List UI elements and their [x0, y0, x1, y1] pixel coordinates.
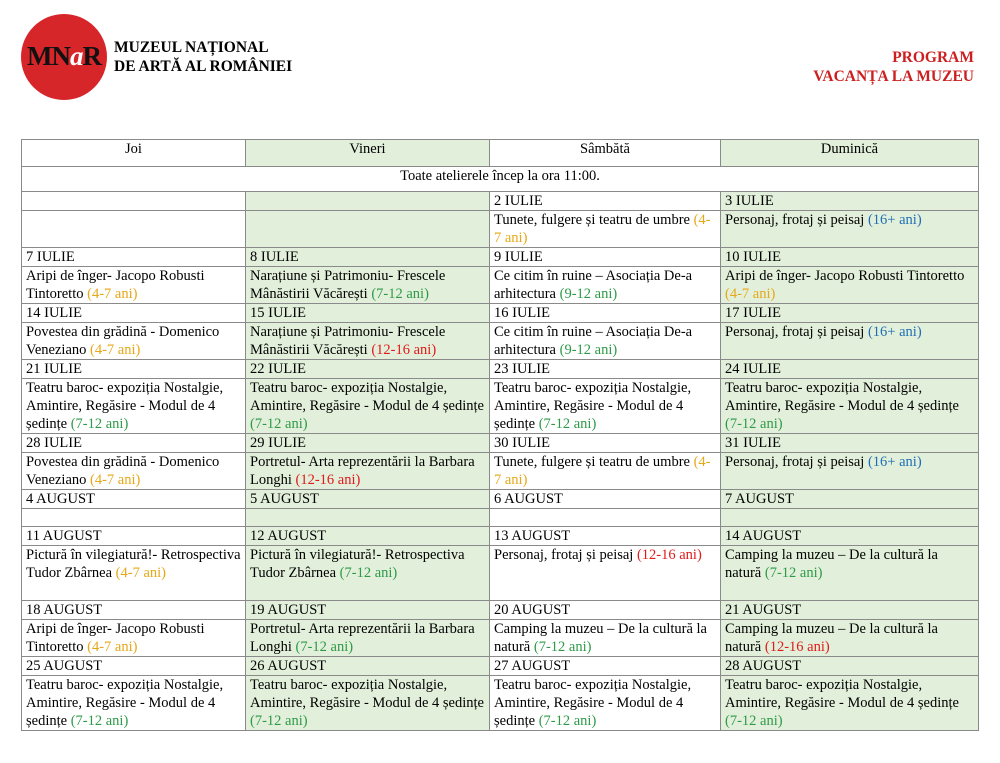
activity-title: Teatru baroc- expoziția Nostalgie, Amintire, Regăsire - Modul de 4 ședințe — [26, 677, 224, 729]
date-cell: 14 IULIE — [22, 304, 246, 323]
age-group-label: (16+ ani) — [867, 212, 922, 228]
museum-logo — [21, 14, 107, 100]
date-cell: 30 IULIE — [490, 434, 721, 453]
activity-cell — [490, 211, 721, 248]
activity-cell — [490, 453, 721, 490]
activity-cell — [22, 546, 246, 601]
activity-cell — [246, 546, 490, 601]
activity-title: Pictură în vilegiatură!- Retrospectiva Tudor Zbârnea — [26, 547, 241, 581]
activity-title: Pictură în vilegiatură!- Retrospectiva Tudor Zbârnea — [250, 547, 465, 581]
activity-cell — [22, 453, 246, 490]
activity-title: Portretul- Arta reprezentării la Barbara Longhi — [250, 454, 475, 488]
age-group-label: (7-12 ani) — [725, 713, 783, 729]
date-cell: 11 AUGUST — [22, 527, 246, 546]
activity-row — [22, 323, 979, 360]
activity-title: Aripi de înger- Jacopo Robusti Tintoretto — [725, 268, 965, 284]
date-cell: 9 IULIE — [490, 248, 721, 267]
day-header-row — [22, 140, 979, 167]
activity-title: Camping la muzeu – De la cultură la natură — [494, 621, 707, 655]
activity-cell — [246, 676, 490, 731]
date-row — [22, 657, 979, 676]
activity-title: Aripi de înger- Jacopo Robusti Tintoretto — [26, 268, 205, 302]
age-group-label: (4-7 ani) — [494, 212, 711, 246]
activity-title: Tunete, fulgere și teatru de umbre — [494, 212, 694, 228]
date-row — [22, 360, 979, 379]
activity-row — [22, 620, 979, 657]
activity-row — [22, 676, 979, 731]
activity-row — [22, 211, 979, 248]
logo-mark: MNaR — [27, 41, 101, 71]
activity-cell — [490, 323, 721, 360]
activity-cell — [490, 509, 721, 527]
age-group-label: (7-12 ani) — [250, 416, 308, 432]
date-row — [22, 490, 979, 509]
age-group-label: (16+ ani) — [867, 454, 922, 470]
date-cell: 5 AUGUST — [246, 490, 490, 509]
activity-cell — [22, 509, 246, 527]
date-cell: 31 IULIE — [721, 434, 979, 453]
activity-cell — [246, 323, 490, 360]
date-cell: 12 AUGUST — [246, 527, 490, 546]
museum-name-line1: MUZEUL NAȚIONAL — [114, 39, 269, 56]
age-group-label: (4-7 ani) — [90, 472, 141, 488]
activity-title: Teatru baroc- expoziția Nostalgie, Amintire, Regăsire - Modul de 4 ședințe — [26, 380, 224, 432]
activity-cell — [721, 211, 979, 248]
age-group-label: (7-12 ani) — [295, 639, 354, 655]
date-cell: 15 IULIE — [246, 304, 490, 323]
date-cell: 3 IULIE — [721, 192, 979, 211]
age-group-label: (4-7 ani) — [494, 454, 711, 488]
activity-title: Ce citim în ruine – Asociația De-a arhitectura — [494, 324, 693, 358]
activity-cell — [721, 379, 979, 434]
activity-row — [22, 453, 979, 490]
day-header-friday: Vineri — [246, 140, 490, 167]
age-group-label: (12-16 ani) — [636, 547, 702, 563]
date-cell: 25 AUGUST — [22, 657, 246, 676]
date-cell: 2 IULIE — [490, 192, 721, 211]
activity-cell — [246, 453, 490, 490]
activity-cell — [721, 323, 979, 360]
date-cell — [246, 192, 490, 211]
museum-name-line2: DE ARTĂ AL ROMÂNIEI — [114, 58, 293, 75]
date-cell: 7 AUGUST — [721, 490, 979, 509]
activity-row — [22, 509, 979, 527]
start-time-note-row — [22, 167, 979, 192]
date-cell: 29 IULIE — [246, 434, 490, 453]
activity-title: Narațiune și Patrimoniu- Frescele Mânăstirii Văcărești — [250, 268, 446, 302]
activity-cell — [721, 620, 979, 657]
activity-title: Teatru baroc- expoziția Nostalgie, Amintire, Regăsire - Modul de 4 ședințe — [250, 380, 484, 414]
date-cell: 16 IULIE — [490, 304, 721, 323]
date-cell: 7 IULIE — [22, 248, 246, 267]
date-cell: 14 AUGUST — [721, 527, 979, 546]
activity-title: Teatru baroc- expoziția Nostalgie, Amintire, Regăsire - Modul de 4 ședințe — [494, 677, 692, 729]
activity-cell — [22, 620, 246, 657]
age-group-label: (9-12 ani) — [559, 342, 618, 358]
age-group-label: (7-12 ani) — [70, 713, 129, 729]
activity-title: Personaj, frotaj și peisaj — [725, 212, 868, 228]
museum-name — [114, 38, 292, 76]
date-cell: 28 IULIE — [22, 434, 246, 453]
date-cell: 4 AUGUST — [22, 490, 246, 509]
date-cell: 22 IULIE — [246, 360, 490, 379]
age-group-label: (16+ ani) — [867, 324, 922, 340]
date-cell — [22, 192, 246, 211]
activity-cell — [490, 546, 721, 601]
activity-title: Teatru baroc- expoziția Nostalgie, Amintire, Regăsire - Modul de 4 ședințe — [250, 677, 484, 711]
activity-title: Teatru baroc- expoziția Nostalgie, Amintire, Regăsire - Modul de 4 ședințe — [725, 677, 959, 711]
activity-cell — [246, 509, 490, 527]
date-row — [22, 248, 979, 267]
activity-cell — [721, 676, 979, 731]
age-group-label: (9-12 ani) — [559, 286, 618, 302]
program-title-line2: VACANȚA LA MUZEU — [813, 68, 974, 85]
activity-cell — [721, 453, 979, 490]
activity-cell — [490, 676, 721, 731]
activity-title: Povestea din grădină - Domenico Veneziano — [26, 454, 220, 488]
age-group-label: (7-12 ani) — [371, 286, 429, 302]
date-cell: 23 IULIE — [490, 360, 721, 379]
age-group-label: (4-7 ani) — [115, 565, 166, 581]
age-group-label: (7-12 ani) — [250, 713, 308, 729]
start-time-note: Toate atelierele încep la ora 11:00. — [22, 167, 979, 192]
activity-cell — [22, 379, 246, 434]
age-group-label: (4-7 ani) — [87, 286, 138, 302]
age-group-label: (4-7 ani) — [725, 286, 776, 302]
date-row — [22, 434, 979, 453]
program-title — [813, 48, 974, 86]
activity-title: Povestea din grădină - Domenico Veneziano — [26, 324, 220, 358]
activity-title: Personaj, frotaj și peisaj — [725, 454, 868, 470]
date-cell: 10 IULIE — [721, 248, 979, 267]
age-group-label: (12-16 ani) — [764, 639, 830, 655]
activity-cell — [22, 211, 246, 248]
activity-title: Personaj, frotaj și peisaj — [725, 324, 868, 340]
age-group-label: (7-12 ani) — [764, 565, 823, 581]
activity-cell — [490, 267, 721, 304]
date-row — [22, 304, 979, 323]
date-cell: 13 AUGUST — [490, 527, 721, 546]
date-row — [22, 192, 979, 211]
activity-cell — [490, 379, 721, 434]
activity-title: Aripi de înger- Jacopo Robusti Tintoretto — [26, 621, 205, 655]
date-cell: 20 AUGUST — [490, 601, 721, 620]
date-cell: 6 AUGUST — [490, 490, 721, 509]
age-group-label: (12-16 ani) — [295, 472, 361, 488]
date-cell: 18 AUGUST — [22, 601, 246, 620]
age-group-label: (7-12 ani) — [725, 416, 783, 432]
activity-row — [22, 546, 979, 601]
day-header-sunday: Duminică — [721, 140, 979, 167]
activity-cell — [490, 620, 721, 657]
age-group-label: (12-16 ani) — [371, 342, 437, 358]
activity-title: Teatru baroc- expoziția Nostalgie, Amintire, Regăsire - Modul de 4 ședințe — [494, 380, 692, 432]
date-cell: 27 AUGUST — [490, 657, 721, 676]
activity-title: Portretul- Arta reprezentării la Barbara Longhi — [250, 621, 475, 655]
date-cell: 8 IULIE — [246, 248, 490, 267]
activity-cell — [246, 620, 490, 657]
activity-title: Camping la muzeu – De la cultură la natură — [725, 621, 938, 655]
activity-cell — [246, 211, 490, 248]
activity-cell — [22, 267, 246, 304]
activity-title: Personaj, frotaj și peisaj — [494, 547, 637, 563]
age-group-label: (7-12 ani) — [70, 416, 129, 432]
activity-cell — [246, 379, 490, 434]
activity-cell — [22, 323, 246, 360]
activity-title: Tunete, fulgere și teatru de umbre — [494, 454, 694, 470]
activity-title: Teatru baroc- expoziția Nostalgie, Amintire, Regăsire - Modul de 4 ședințe — [725, 380, 959, 414]
activity-cell — [721, 546, 979, 601]
date-cell: 17 IULIE — [721, 304, 979, 323]
activity-title: Camping la muzeu – De la cultură la natură — [725, 547, 938, 581]
date-cell: 26 AUGUST — [246, 657, 490, 676]
age-group-label: (7-12 ani) — [339, 565, 398, 581]
activity-title: Narațiune și Patrimoniu- Frescele Mânăstirii Văcărești — [250, 324, 446, 358]
date-cell: 21 IULIE — [22, 360, 246, 379]
age-group-label: (7-12 ani) — [538, 713, 597, 729]
date-cell: 24 IULIE — [721, 360, 979, 379]
activity-cell — [22, 676, 246, 731]
date-cell: 28 AUGUST — [721, 657, 979, 676]
program-title-line1: PROGRAM — [892, 49, 974, 66]
date-cell: 21 AUGUST — [721, 601, 979, 620]
day-header-saturday: Sâmbătă — [490, 140, 721, 167]
activity-row — [22, 267, 979, 304]
age-group-label: (7-12 ani) — [533, 639, 592, 655]
activity-row — [22, 379, 979, 434]
activity-title: Ce citim în ruine – Asociația De-a arhitectura — [494, 268, 693, 302]
date-cell: 19 AUGUST — [246, 601, 490, 620]
activity-cell — [721, 509, 979, 527]
date-row — [22, 527, 979, 546]
age-group-label: (4-7 ani) — [90, 342, 141, 358]
age-group-label: (7-12 ani) — [538, 416, 597, 432]
date-row — [22, 601, 979, 620]
activity-cell — [721, 267, 979, 304]
activity-cell — [246, 267, 490, 304]
schedule-table — [21, 139, 979, 731]
day-header-thursday: Joi — [22, 140, 246, 167]
age-group-label: (4-7 ani) — [87, 639, 138, 655]
